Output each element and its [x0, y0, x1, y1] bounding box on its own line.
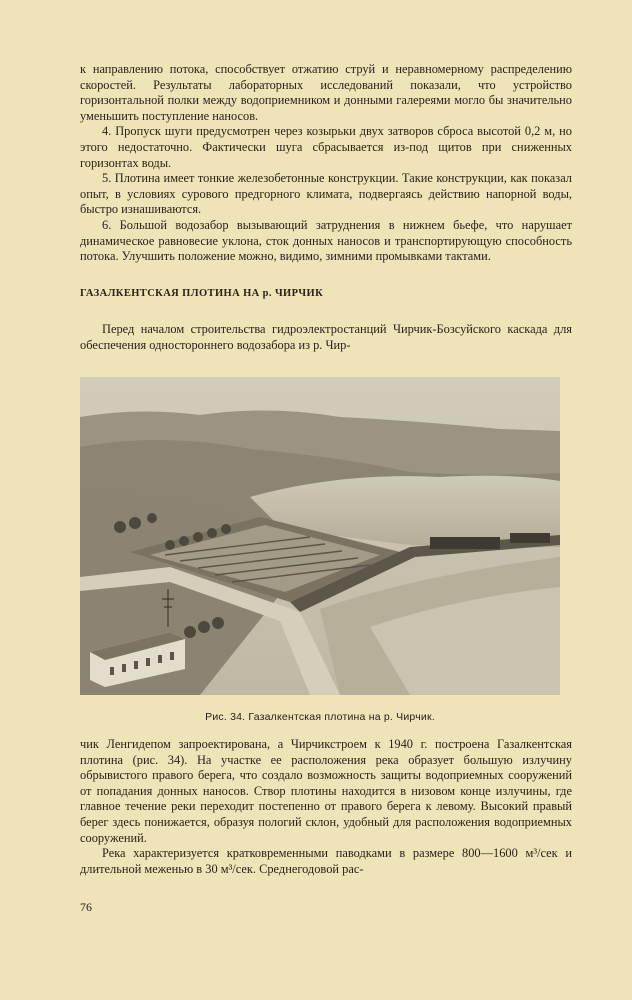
text-block-top [80, 62, 572, 354]
paragraph: чик Ленгидепом запроектирована, а Чирчикстроем к 1940 г. построена Газалкентская плотина (рис. 34). На участке ее расположения река образует большую излучину обрывистого правого берега, что создало возможность защиты водоприемных сооружений от попадания донных наносов. Створ плотины находится в низовом конце излучины, где главное течение реки переходит постепенно от правого берега к левому. Высокий правый берег здесь понижается, образуя пологий склон, удобный для расположения водоприемных сооружений. [80, 737, 572, 845]
page-number: 76 [80, 900, 92, 914]
dam-photograph [80, 377, 560, 695]
figure-caption: Рис. 34. Газалкентская плотина на р. Чирчик. [205, 711, 435, 723]
paragraph: 5. Плотина имеет тонкие железобетонные конструкции. Такие конструкции, как показал опыт, в условиях сурового предгорного климата, подвергаясь действию напорной воды, быстро изнашиваются. [80, 171, 572, 217]
paragraph: к направлению потока, способствует отжатию струй и неравномерному распределению скоростей. Результаты лабораторных исследований показали, что устройство горизонтальной полки между водоприемником и донными галереями могло бы значительно уменьшить поступление наносов. [80, 62, 572, 123]
paragraph: Перед началом строительства гидроэлектростанций Чирчик-Бозсуйского каскада для обеспечения одностороннего водозабора из р. Чир- [80, 322, 572, 352]
text-block-bottom [80, 737, 572, 877]
paragraph: 6. Большой водозабор вызывающий затруднения в нижнем бьефе, что нарушает динамическое равновесие уклона, сток донных наносов и транспортирующую способность потока. Улучшить положение можно, видимо, зимними промывками тактами. [80, 217, 572, 264]
paragraph: Река характеризуется кратковременными паводками в размере 800—1600 м³/сек и длительной меженью в 30 м³/сек. Среднегодовой рас- [80, 846, 572, 876]
paragraph: 4. Пропуск шуги предусмотрен через козырьки двух затворов сброса высотой 0,2 м, но этого недостаточно. Фактически шуга сбрасывается из-под щитов при сниженных горизонтах воды. [80, 124, 572, 170]
section-heading: ГАЗАЛКЕНТСКАЯ ПЛОТИНА НА р. ЧИРЧИК [80, 287, 324, 299]
